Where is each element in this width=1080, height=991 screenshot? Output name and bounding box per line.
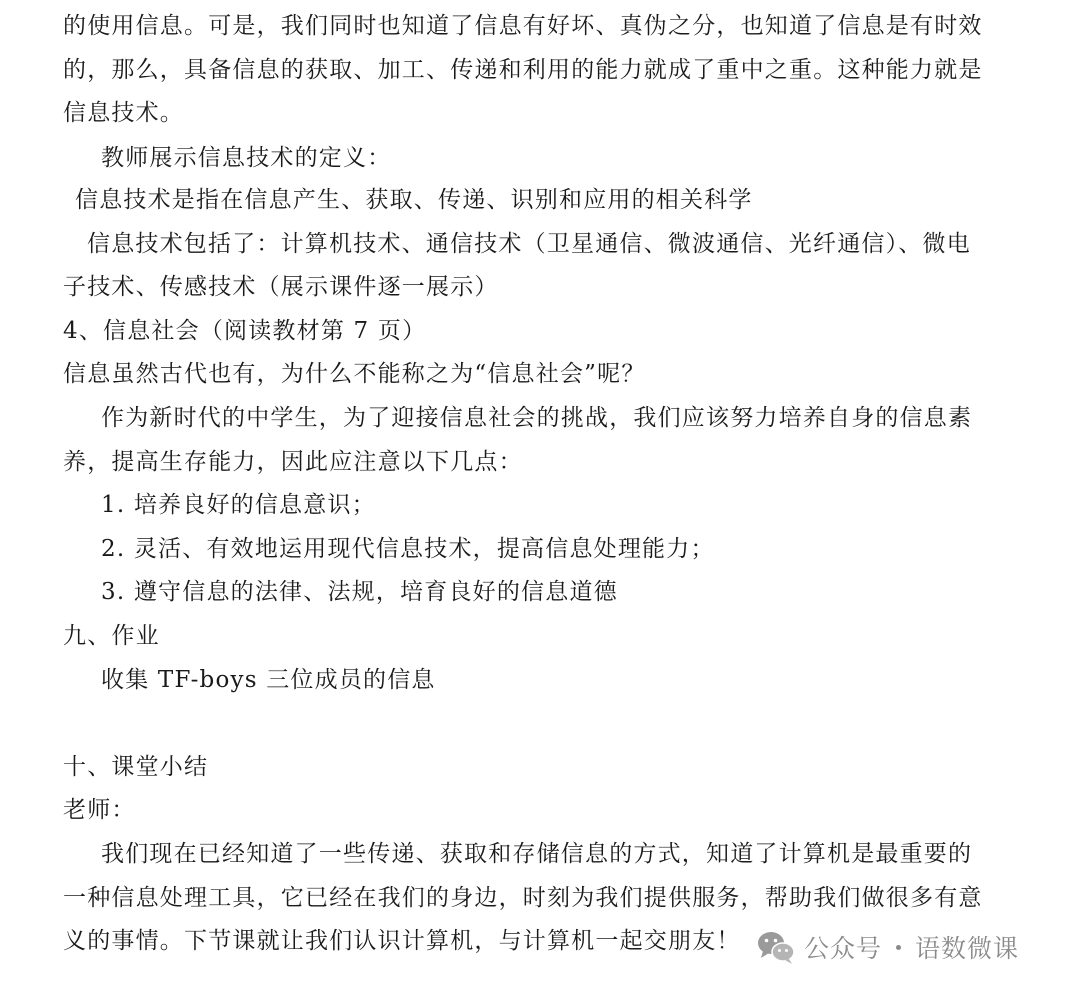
text-line-9: 信息虽然古代也有，为什么不能称之为“信息社会”呢？ (63, 361, 646, 387)
text-line-10: 作为新时代的中学生，为了迎接信息社会的挑战，我们应该努力培养自身的信息素 (101, 405, 973, 431)
text-line-2: 的，那么，具备信息的获取、加工、传递和利用的能力就成了重中之重。这种能力就是 (63, 57, 983, 83)
text-line-homework: 收集 TF-boys 三位成员的信息 (101, 667, 436, 693)
separator-dot (896, 945, 901, 950)
watermark-account-name: 语数微课 (915, 934, 1020, 963)
section-heading-homework: 九、作业 (63, 623, 160, 649)
text-line-4: 教师展示信息技术的定义： (101, 145, 392, 171)
text-line-teacher: 老师： (63, 797, 136, 823)
section-heading-4: 4、信息社会（阅读教材第 7 页） (63, 318, 427, 344)
text-line-19: 我们现在已经知道了一些传递、获取和存储信息的方式，知道了计算机是最重要的 (101, 841, 973, 867)
text-line-20: 一种信息处理工具，它已经在我们的身边，时刻为我们提供服务，帮助我们做很多有意 (63, 885, 983, 911)
text-line-11: 养，提高生存能力，因此应注意以下几点： (63, 449, 523, 475)
wechat-icon (756, 929, 796, 965)
watermark (756, 927, 1019, 967)
list-item-3: 3. 遵守信息的法律、法规，培育良好的信息道德 (101, 579, 618, 605)
text-line-21: 义的事情。下节课就让我们认识计算机，与计算机一起交朋友！ (63, 928, 741, 954)
list-item-2: 2. 灵活、有效地运用现代信息技术，提高信息处理能力； (101, 536, 715, 562)
text-line-6: 信息技术包括了：计算机技术、通信技术（卫星通信、微波通信、光纤通信）、微电 (87, 231, 971, 257)
watermark-account-type: 公众号 (804, 934, 883, 963)
list-item-1: 1. 培养良好的信息意识； (101, 492, 376, 518)
text-line-5: 信息技术是指在信息产生、获取、传递、识别和应用的相关科学 (75, 187, 753, 213)
section-heading-summary: 十、课堂小结 (63, 754, 209, 780)
text-line-3: 信息技术。 (63, 100, 184, 126)
text-line-7: 子技术、传感技术（展示课件逐一展示） (63, 274, 499, 300)
text-line-1: 的使用信息。可是，我们同时也知道了信息有好坏、真伪之分，也知道了信息是有时效 (63, 13, 983, 39)
